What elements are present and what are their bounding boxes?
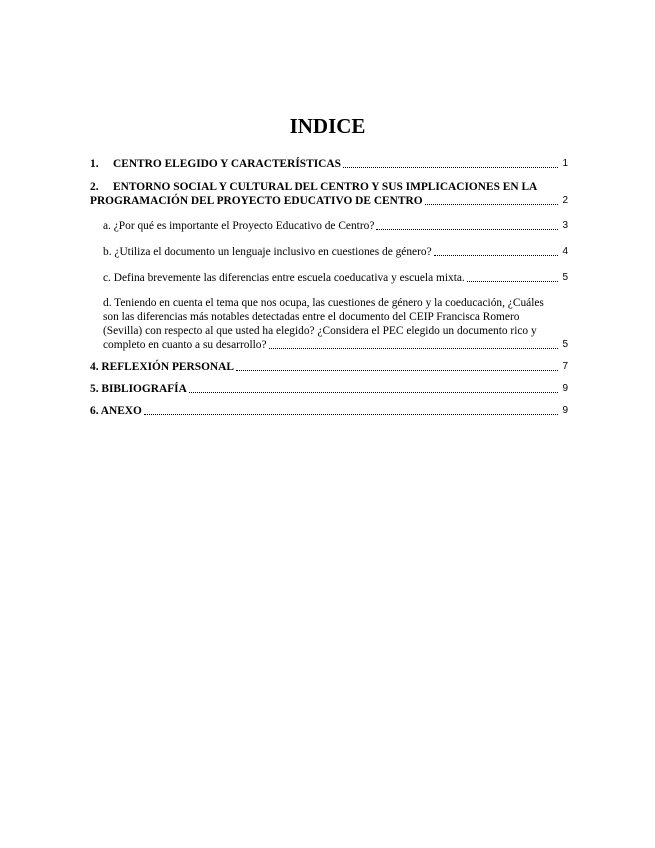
toc-entry-line: son las diferencias más notables detectadas entre el documento del CEIP Francisca Romero — [103, 311, 520, 323]
toc-entry-text: 6. ANEXO — [90, 405, 142, 417]
dot-leader — [434, 255, 559, 256]
toc-page-number: 5 — [562, 272, 568, 283]
toc-entry-text: c. Defina brevemente las diferencias entre escuela coeducativa y escuela mixta. — [103, 272, 465, 284]
dot-leader — [376, 229, 558, 230]
dot-leader — [144, 414, 559, 415]
toc-entry-6[interactable] — [90, 404, 568, 418]
toc-entry-text: completo en cuanto a su desarrollo? — [103, 339, 267, 351]
toc-entry-2d[interactable] — [90, 296, 568, 352]
toc-entry-text: PROGRAMACIÓN DEL PROYECTO EDUCATIVO DE CENTRO — [90, 195, 423, 207]
toc-entry-2a[interactable] — [90, 219, 568, 233]
toc-page-number: 9 — [562, 405, 568, 416]
toc-entry-label — [90, 157, 341, 171]
toc-entry-4[interactable] — [90, 360, 568, 374]
toc-entry-number: 1. — [90, 158, 99, 170]
toc-entry-2[interactable] — [90, 180, 568, 208]
toc-page-number: 5 — [562, 339, 568, 350]
toc-entry-line — [90, 180, 568, 194]
dot-leader — [189, 392, 559, 393]
toc-entry-text: CENTRO ELEGIDO Y CARACTERÍSTICAS — [113, 158, 341, 170]
toc-entry-text: b. ¿Utiliza el documento un lenguaje inclusivo en cuestiones de género? — [103, 246, 432, 258]
toc-entry-text: 4. REFLEXIÓN PERSONAL — [90, 361, 234, 373]
toc-page-number: 1 — [562, 158, 568, 169]
toc-entry-text: ENTORNO SOCIAL Y CULTURAL DEL CENTRO Y SUS IMPLICACIONES EN LA — [113, 181, 538, 193]
toc-entry-2b[interactable] — [90, 245, 568, 259]
toc-page-number: 7 — [562, 361, 568, 372]
toc-entry-line: d. Teniendo en cuenta el tema que nos ocupa, las cuestiones de género y la coeducación, ¿Cuáles — [103, 297, 544, 309]
dot-leader — [269, 348, 559, 349]
toc-entry-5[interactable] — [90, 382, 568, 396]
toc-page-number: 2 — [562, 195, 568, 206]
toc-entry-line — [103, 338, 568, 352]
toc-entry-2c[interactable] — [90, 271, 568, 285]
toc-entry-line: (Sevilla) con respecto al que usted ha elegido? ¿Considera el PEC elegido un documento rico y — [103, 325, 537, 337]
toc-entry-1[interactable] — [90, 157, 568, 171]
toc-entry-text: 5. BIBLIOGRAFÍA — [90, 383, 187, 395]
page-title: INDICE — [289, 114, 366, 138]
toc-page-number: 9 — [562, 383, 568, 394]
toc-page-number: 3 — [562, 220, 568, 231]
toc-entry-text: a. ¿Por qué es importante el Proyecto Educativo de Centro? — [103, 220, 375, 232]
toc-entry-line — [90, 194, 568, 208]
toc-entry-number: 2. — [90, 181, 99, 193]
dot-leader — [236, 370, 558, 371]
toc-page-number: 4 — [562, 246, 568, 257]
dot-leader — [343, 167, 558, 168]
dot-leader — [467, 281, 559, 282]
table-of-contents — [90, 157, 568, 426]
dot-leader — [425, 204, 559, 205]
